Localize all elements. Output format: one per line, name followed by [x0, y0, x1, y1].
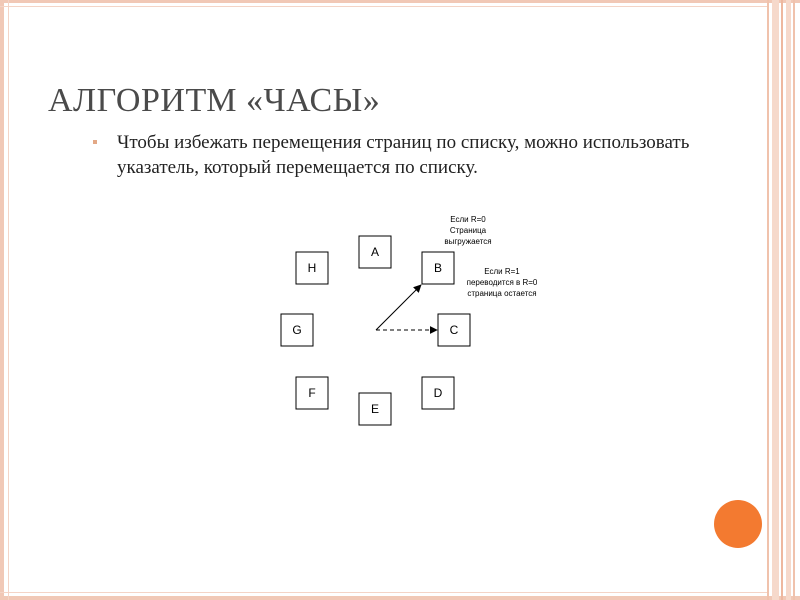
page-label: G [292, 323, 302, 337]
note-r1-line-2: переводится в R=0 [466, 278, 538, 287]
page-label: F [308, 386, 316, 400]
page-node-a [359, 236, 391, 268]
accent-circle [714, 500, 762, 548]
page-label: A [370, 245, 380, 259]
page-node-c [438, 314, 470, 346]
note-r0 [444, 215, 491, 246]
note-r0-line-1: Если R=0 [450, 215, 486, 224]
bullet-text: Чтобы избежать перемещения страниц по списку, можно использовать указатель, который перемещается по списку. [117, 132, 690, 178]
page-label: E [370, 402, 380, 416]
page-label: D [433, 386, 443, 400]
page-node-g [281, 314, 313, 346]
note-r1 [467, 267, 538, 298]
page-node-f [296, 377, 328, 409]
pointer-arrow-to-b [376, 285, 421, 330]
note-r1-line-1: Если R=1 [484, 267, 520, 276]
note-r0-line-2: Страница [449, 226, 487, 235]
note-r1-line-3: страница остается [467, 289, 537, 298]
page-label: C [449, 323, 459, 337]
page-node-h [296, 252, 328, 284]
page-node-e [359, 393, 391, 425]
slide-title: АЛГОРИТМ «ЧАСЫ» [48, 82, 381, 119]
note-r0-line-3: выгружается [444, 237, 492, 246]
page-label: H [307, 261, 317, 275]
page-node-d [422, 377, 454, 409]
page-label: B [433, 261, 443, 275]
page-node-b [422, 252, 454, 284]
